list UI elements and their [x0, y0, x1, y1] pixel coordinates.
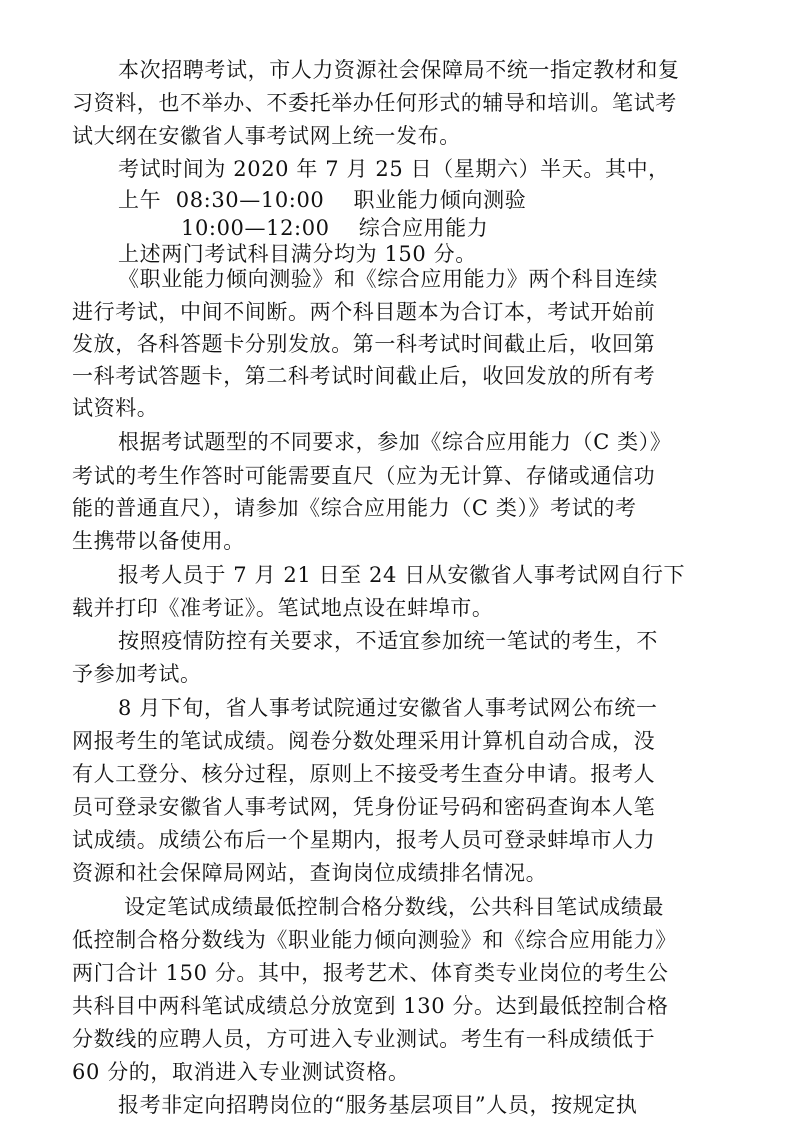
text-line: 本次招聘考试，市人力资源社会保障局不统一指定教材和复 — [118, 58, 680, 82]
text-line: 能的普通直尺），请参加《综合应用能力（C 类）》考试的考 — [72, 496, 637, 520]
text-line: 载并打印《准考证》。笔试地点设在蚌埠市。 — [72, 596, 494, 620]
text-line: 8 月下旬，省人事考试院通过安徽省人事考试网公布统一 — [118, 696, 658, 720]
text-line: 报考人员于 7 月 21 日至 24 日从安徽省人事考试网自行下 — [118, 563, 686, 587]
text-line: 《职业能力倾向测验》和《综合应用能力》两个科目连续 — [118, 267, 658, 291]
text-line: 习资料，也不举办、不委托举办任何形式的辅导和培训。笔试考 — [72, 91, 677, 115]
text-line: 60 分的，取消进入专业测试资格。 — [72, 1060, 410, 1084]
text-line: 考试的考生作答时可能需要直尺（应为无计算、存储或通信功 — [72, 464, 656, 488]
text-line: 根据考试题型的不同要求，参加《综合应用能力（C 类）》 — [118, 430, 672, 454]
text-line: 共科目中两科笔试成绩总分放宽到 130 分。达到最低控制合格 — [72, 994, 669, 1018]
text-line: 低控制合格分数线为《职业能力倾向测验》和《综合应用能力》 — [72, 928, 677, 952]
text-line: 设定笔试成绩最低控制合格分数线，公共科目笔试成绩最 — [124, 895, 664, 919]
text-line: 一科考试答题卡，第二科考试时间截止后，收回发放的所有考 — [72, 364, 656, 388]
text-line: 发放，各科答题卡分别发放。第一科考试时间截止后，收回第 — [72, 332, 656, 356]
text-line: 网报考生的笔试成绩。阅卷分数处理采用计算机自动合成，没 — [72, 729, 656, 753]
text-line: 有人工登分、核分过程，原则上不接受考生查分申请。报考人 — [72, 762, 656, 786]
text-line: 进行考试，中间不间断。两个科目题本为合订本，考试开始前 — [72, 300, 656, 324]
text-line: 上述两门考试科目满分均为 150 分。 — [118, 242, 477, 266]
text-line: 10:00—12:00 综合应用能力 — [181, 216, 489, 240]
text-line: 试成绩。成绩公布后一个星期内，报考人员可登录蚌埠市人力 — [72, 828, 656, 852]
text-line: 按照疫情防控有关要求，不适宜参加统一笔试的考生，不 — [118, 629, 658, 653]
text-line: 资源和社会保障局网站，查询岗位成绩排名情况。 — [72, 861, 548, 885]
text-line: 予参加考试。 — [72, 662, 202, 686]
text-line: 试大纲在安徽省人事考试网上统一发布。 — [72, 124, 461, 148]
text-line: 员可登录安徽省人事考试网，凭身份证号码和密码查询本人笔 — [72, 795, 656, 819]
text-line: 生携带以备使用。 — [72, 529, 245, 553]
text-line: 分数线的应聘人员，方可进入专业测试。考生有一科成绩低于 — [72, 1027, 656, 1051]
text-line: 两门合计 150 分。其中，报考艺术、体育类专业岗位的考生公 — [72, 961, 669, 985]
text-line: 考试时间为 2020 年 7 月 25 日（星期六）半天。其中， — [118, 157, 670, 181]
text-line: 上午 08:30—10:00 职业能力倾向测验 — [118, 188, 527, 212]
text-line: 报考非定向招聘岗位的“服务基层项目”人员，按规定执 — [118, 1093, 638, 1117]
text-line: 试资料。 — [72, 396, 159, 420]
